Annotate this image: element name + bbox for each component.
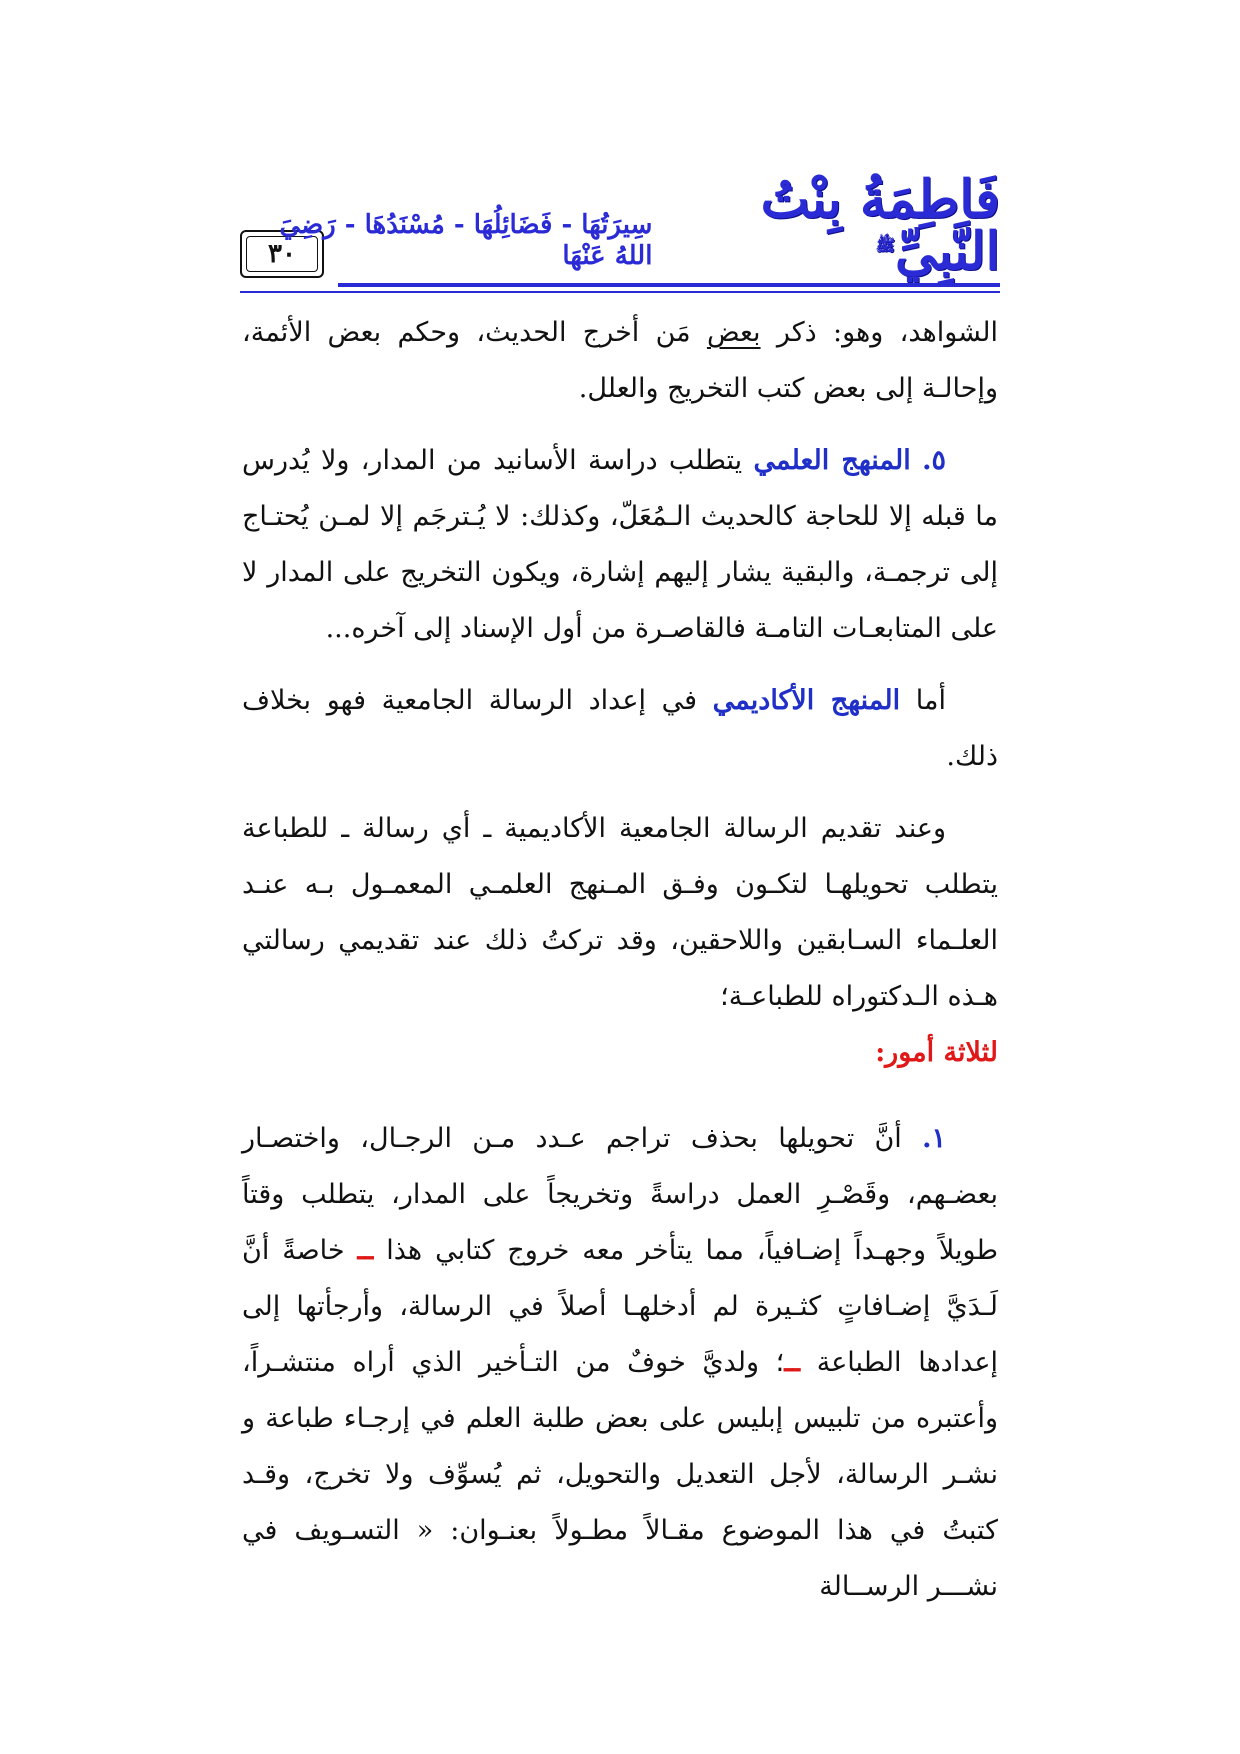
text-run: وعند تقديم الرسالة الجامعية الأكاديمية ـ أي رسالة ـ للطباعة يتطلب تحويلهـا لتكـون وفـق المـنهج العلمـي المعمـول بـه عنـد العلـماء السـابقين واللاحقين، وقد تركتُ ذلك عند تقديمي رسالتي هـذه الـدكتوراه للطباعـة؛ xyxy=(242,813,998,1012)
header-rule-thick xyxy=(338,283,1000,287)
underlined-word: بعض xyxy=(706,317,761,348)
running-title xyxy=(240,169,1000,282)
red-dash: ــ xyxy=(784,1347,801,1378)
honorific-mark: ﷺ xyxy=(875,235,895,255)
paragraph-4 xyxy=(242,801,998,1081)
page-number-text: ٣٠ xyxy=(268,239,296,269)
highlighted-term: المنهج العلمي xyxy=(753,445,911,476)
text-run: أنَّ تحويلها بحذف تراجم عـدد مـن الرجـال، واختصـار بعضـهم، وقَصْـرِ العمل دراسةً وتخريجاً على المدار، يتطلب وقتاً طويلاً وجهـداً إضـافياً، مما يتأخر معه خروج كتابي هذا xyxy=(242,1123,998,1266)
text-run: مَن أخرج الحديث، وحكم بعض الأئمة، وإحالـة إلى بعض كتب التخريج والعلل. xyxy=(242,317,998,404)
paragraph-3 xyxy=(242,673,998,785)
paragraph-1 xyxy=(242,305,998,417)
book-subtitle: سِيرَتُهَا - فَضَائِلُهَا - مُسْنَدُهَا - رَضِيَ اللهُ عَنْهَا xyxy=(279,209,653,271)
text-run: الشواهد، وهو: ذكر xyxy=(760,317,998,348)
paragraph-2 xyxy=(242,433,998,657)
list-number: ١. xyxy=(922,1123,946,1154)
header-rule-thin xyxy=(240,291,1000,293)
page-body xyxy=(242,305,998,1631)
book-title-text: فَاطِمَةُ بِنْتُ النَّبِيِّ xyxy=(760,169,1000,282)
text-run: خاصةً أنَّ لَـدَيَّ إضـافاتٍ كثـيرة لم أدخلهـا أصلاً في الرسالة، وأرجأتها إلى إعدادها الطباعة xyxy=(242,1235,998,1378)
text-run: يتطلب دراسة الأسانيد من المدار، ولا يُدرس ما قبله إلا للحاجة كالحديث الـمُعَلّ، وكذلك: لا يُـترجَم إلا لمـن يُحتـاج إلى ترجمـة، والبقية يشار إليهم إشارة، ويكون التخريج على المدار لا على المتابعـات التامـة فالقاصـرة من أول الإسناد إلى آخره... xyxy=(242,445,998,644)
text-run: ؛ ولديَّ خوفٌ من التـأخير الذي أراه منتشـراً، وأعتبره من تلبيس إبليس على بعض طلبة العلم في إرجـاء طباعة و نشـر الرسالة، لأجل التعديل والتحويل، ثم يُسوِّف ولا تخرج، وقـد كتبتُ في هذا الموضوع مقـالاً مطـولاً بعنـوان: « التسـويف في نشـــر الرســالة xyxy=(242,1347,998,1602)
section-heading: لثلاثة أمور: xyxy=(875,1037,998,1068)
book-title xyxy=(666,169,1000,282)
page-header xyxy=(240,169,1000,296)
highlighted-term: المنهج الأكاديمي xyxy=(712,685,901,716)
paragraph-5 xyxy=(242,1111,998,1615)
red-dash: ــ xyxy=(357,1235,374,1266)
text-run: في إعداد الرسالة الجامعية فهو بخلاف ذلك. xyxy=(242,685,998,772)
list-number: ٥. xyxy=(922,445,946,476)
text-run: أما xyxy=(900,685,946,716)
